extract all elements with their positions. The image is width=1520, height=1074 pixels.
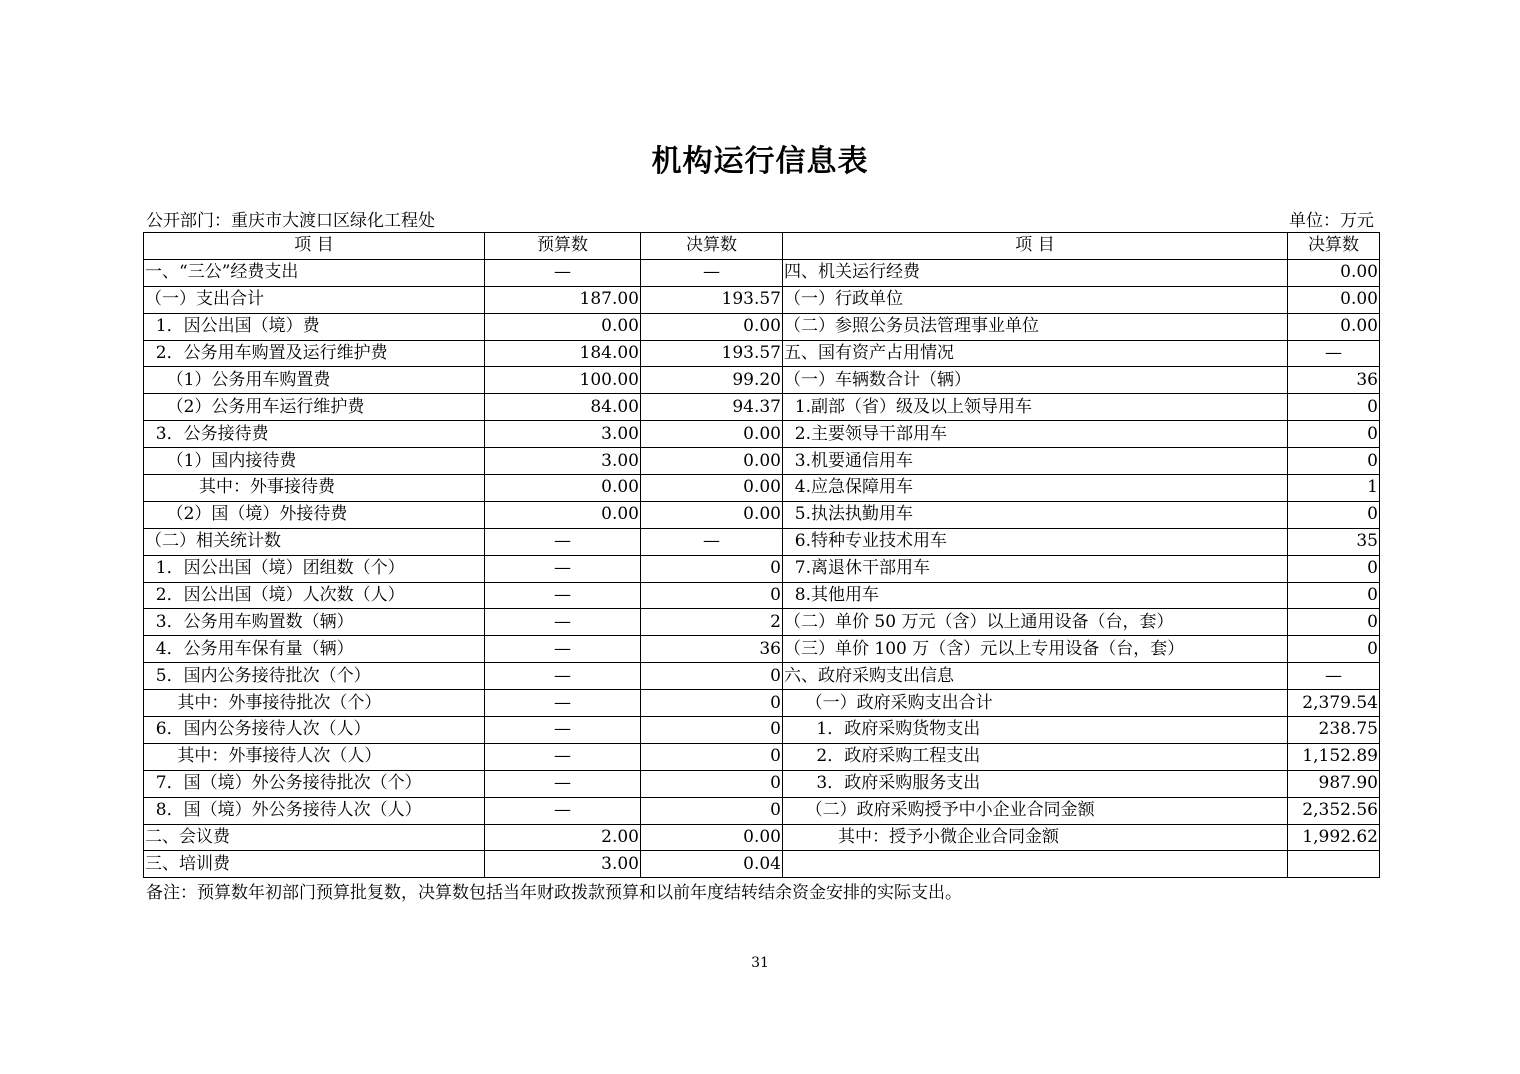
cell-left-item: 5．国内公务接待批次（个）: [144, 663, 485, 690]
cell-right-item: 7.离退休干部用车: [783, 555, 1288, 582]
table-row: [144, 717, 1380, 744]
header-item-right: 项 目: [783, 233, 1288, 260]
cell-left-item: 其中：外事接待费: [144, 475, 485, 502]
cell-final-left: 0.00: [641, 824, 783, 851]
cell-right-item: （三）单价 100 万（含）元以上专用设备（台，套）: [783, 636, 1288, 663]
cell-final-right: 0: [1288, 501, 1380, 528]
table-row: [144, 824, 1380, 851]
header-final-left: 决算数: [641, 233, 783, 260]
cell-budget: 3.00: [485, 851, 641, 878]
cell-left-item: 1．因公出国（境）团组数（个）: [144, 555, 485, 582]
cell-right-item: [783, 851, 1288, 878]
table-row: [144, 528, 1380, 555]
cell-final-left: 0: [641, 582, 783, 609]
cell-budget: 100.00: [485, 367, 641, 394]
cell-budget: 0.00: [485, 313, 641, 340]
cell-final-right: —: [1288, 663, 1380, 690]
cell-left-item: 一、“三公”经费支出: [144, 259, 485, 286]
table-row: [144, 286, 1380, 313]
cell-budget: 184.00: [485, 340, 641, 367]
cell-budget: —: [485, 743, 641, 770]
cell-final-left: 0.00: [641, 501, 783, 528]
table-header-row: [144, 233, 1380, 260]
cell-final-right: 35: [1288, 528, 1380, 555]
cell-right-item: 1．政府采购货物支出: [783, 717, 1288, 744]
cell-final-left: 0: [641, 743, 783, 770]
cell-right-item: 四、机关运行经费: [783, 259, 1288, 286]
cell-left-item: 三、培训费: [144, 851, 485, 878]
cell-budget: 2.00: [485, 824, 641, 851]
cell-right-item: 4.应急保障用车: [783, 475, 1288, 502]
cell-left-item: 其中：外事接待人次（人）: [144, 743, 485, 770]
info-table: [143, 232, 1380, 878]
cell-budget: —: [485, 259, 641, 286]
cell-left-item: （一）支出合计: [144, 286, 485, 313]
cell-final-right: [1288, 851, 1380, 878]
cell-final-left: 0: [641, 663, 783, 690]
header-final-right: 决算数: [1288, 233, 1380, 260]
cell-right-item: （一）政府采购支出合计: [783, 690, 1288, 717]
page-number: 31: [751, 955, 769, 971]
cell-right-item: 3.机要通信用车: [783, 448, 1288, 475]
cell-right-item: 六、政府采购支出信息: [783, 663, 1288, 690]
cell-final-left: 0.00: [641, 475, 783, 502]
cell-right-item: 2.主要领导干部用车: [783, 421, 1288, 448]
cell-right-item: （一）车辆数合计（辆）: [783, 367, 1288, 394]
cell-budget: 84.00: [485, 394, 641, 421]
cell-final-left: 2: [641, 609, 783, 636]
cell-final-right: 0: [1288, 555, 1380, 582]
cell-final-right: 238.75: [1288, 717, 1380, 744]
cell-final-right: 0: [1288, 582, 1380, 609]
cell-final-left: 36: [641, 636, 783, 663]
cell-final-right: 0: [1288, 394, 1380, 421]
table-row: [144, 367, 1380, 394]
cell-budget: —: [485, 717, 641, 744]
cell-final-right: 1,152.89: [1288, 743, 1380, 770]
cell-final-right: 0: [1288, 448, 1380, 475]
cell-left-item: （2）国（境）外接待费: [144, 501, 485, 528]
cell-right-item: 其中：授予小微企业合同金额: [783, 824, 1288, 851]
table-row: [144, 340, 1380, 367]
cell-right-item: （二）参照公务员法管理事业单位: [783, 313, 1288, 340]
cell-budget: —: [485, 636, 641, 663]
table-row: [144, 555, 1380, 582]
cell-left-item: （1）国内接待费: [144, 448, 485, 475]
table-row: [144, 582, 1380, 609]
header-budget: 预算数: [485, 233, 641, 260]
cell-left-item: （2）公务用车运行维护费: [144, 394, 485, 421]
cell-final-right: 0.00: [1288, 259, 1380, 286]
table-row: [144, 743, 1380, 770]
cell-final-right: 1,992.62: [1288, 824, 1380, 851]
cell-left-item: 二、会议费: [144, 824, 485, 851]
cell-final-left: 99.20: [641, 367, 783, 394]
cell-budget: 187.00: [485, 286, 641, 313]
cell-left-item: （二）相关统计数: [144, 528, 485, 555]
cell-left-item: 1．因公出国（境）费: [144, 313, 485, 340]
cell-left-item: 3．公务用车购置数（辆）: [144, 609, 485, 636]
cell-right-item: 6.特种专业技术用车: [783, 528, 1288, 555]
cell-budget: —: [485, 555, 641, 582]
cell-final-left: 0: [641, 555, 783, 582]
cell-final-left: 94.37: [641, 394, 783, 421]
cell-left-item: 6．国内公务接待人次（人）: [144, 717, 485, 744]
cell-budget: —: [485, 770, 641, 797]
cell-left-item: 8．国（境）外公务接待人次（人）: [144, 797, 485, 824]
cell-final-left: 193.57: [641, 286, 783, 313]
cell-budget: —: [485, 690, 641, 717]
cell-final-left: 0: [641, 690, 783, 717]
table-row: [144, 663, 1380, 690]
cell-final-left: 0.00: [641, 421, 783, 448]
cell-final-left: —: [641, 259, 783, 286]
table-row: [144, 501, 1380, 528]
cell-final-right: 0: [1288, 421, 1380, 448]
table-row: [144, 609, 1380, 636]
cell-final-right: 1: [1288, 475, 1380, 502]
cell-final-right: 36: [1288, 367, 1380, 394]
table-row: [144, 851, 1380, 878]
cell-right-item: 2．政府采购工程支出: [783, 743, 1288, 770]
page-title: 机构运行信息表: [651, 144, 869, 179]
cell-budget: 3.00: [485, 448, 641, 475]
cell-final-right: 2,352.56: [1288, 797, 1380, 824]
footnote: 备注：预算数年初部门预算批复数，决算数包括当年财政拨款预算和以前年度结转结余资金安排的实际支出。: [146, 883, 962, 903]
cell-right-item: 8.其他用车: [783, 582, 1288, 609]
cell-final-right: —: [1288, 340, 1380, 367]
cell-budget: 0.00: [485, 475, 641, 502]
header-item-left: 项 目: [144, 233, 485, 260]
cell-final-right: 0: [1288, 609, 1380, 636]
cell-right-item: 3．政府采购服务支出: [783, 770, 1288, 797]
cell-final-right: 0: [1288, 636, 1380, 663]
table-row: [144, 797, 1380, 824]
cell-left-item: 4．公务用车保有量（辆）: [144, 636, 485, 663]
cell-right-item: （二）政府采购授予中小企业合同金额: [783, 797, 1288, 824]
cell-final-left: 0.00: [641, 448, 783, 475]
table-row: [144, 313, 1380, 340]
cell-left-item: （1）公务用车购置费: [144, 367, 485, 394]
cell-final-right: 0.00: [1288, 313, 1380, 340]
cell-final-left: 0.04: [641, 851, 783, 878]
unit-label: 单位：万元: [1289, 211, 1374, 231]
table-row: [144, 770, 1380, 797]
cell-left-item: 7．国（境）外公务接待批次（个）: [144, 770, 485, 797]
cell-budget: —: [485, 797, 641, 824]
table-row: [144, 421, 1380, 448]
table-row: [144, 475, 1380, 502]
cell-final-right: 987.90: [1288, 770, 1380, 797]
cell-budget: 0.00: [485, 501, 641, 528]
cell-final-left: 0: [641, 717, 783, 744]
cell-final-right: 2,379.54: [1288, 690, 1380, 717]
cell-final-right: 0.00: [1288, 286, 1380, 313]
department-label: 公开部门：重庆市大渡口区绿化工程处: [146, 211, 435, 231]
cell-final-left: 0: [641, 770, 783, 797]
cell-budget: 3.00: [485, 421, 641, 448]
cell-left-item: 2．因公出国（境）人次数（人）: [144, 582, 485, 609]
cell-budget: —: [485, 663, 641, 690]
table-row: [144, 690, 1380, 717]
cell-final-left: —: [641, 528, 783, 555]
table-row: [144, 636, 1380, 663]
cell-left-item: 2．公务用车购置及运行维护费: [144, 340, 485, 367]
cell-budget: —: [485, 582, 641, 609]
table-row: [144, 394, 1380, 421]
cell-right-item: （二）单价 50 万元（含）以上通用设备（台，套）: [783, 609, 1288, 636]
table-row: [144, 259, 1380, 286]
cell-left-item: 3．公务接待费: [144, 421, 485, 448]
cell-right-item: 五、国有资产占用情况: [783, 340, 1288, 367]
cell-final-left: 193.57: [641, 340, 783, 367]
cell-budget: —: [485, 528, 641, 555]
cell-left-item: 其中：外事接待批次（个）: [144, 690, 485, 717]
cell-budget: —: [485, 609, 641, 636]
table-row: [144, 448, 1380, 475]
cell-right-item: 1.副部（省）级及以上领导用车: [783, 394, 1288, 421]
cell-right-item: 5.执法执勤用车: [783, 501, 1288, 528]
cell-right-item: （一）行政单位: [783, 286, 1288, 313]
cell-final-left: 0.00: [641, 313, 783, 340]
cell-final-left: 0: [641, 797, 783, 824]
